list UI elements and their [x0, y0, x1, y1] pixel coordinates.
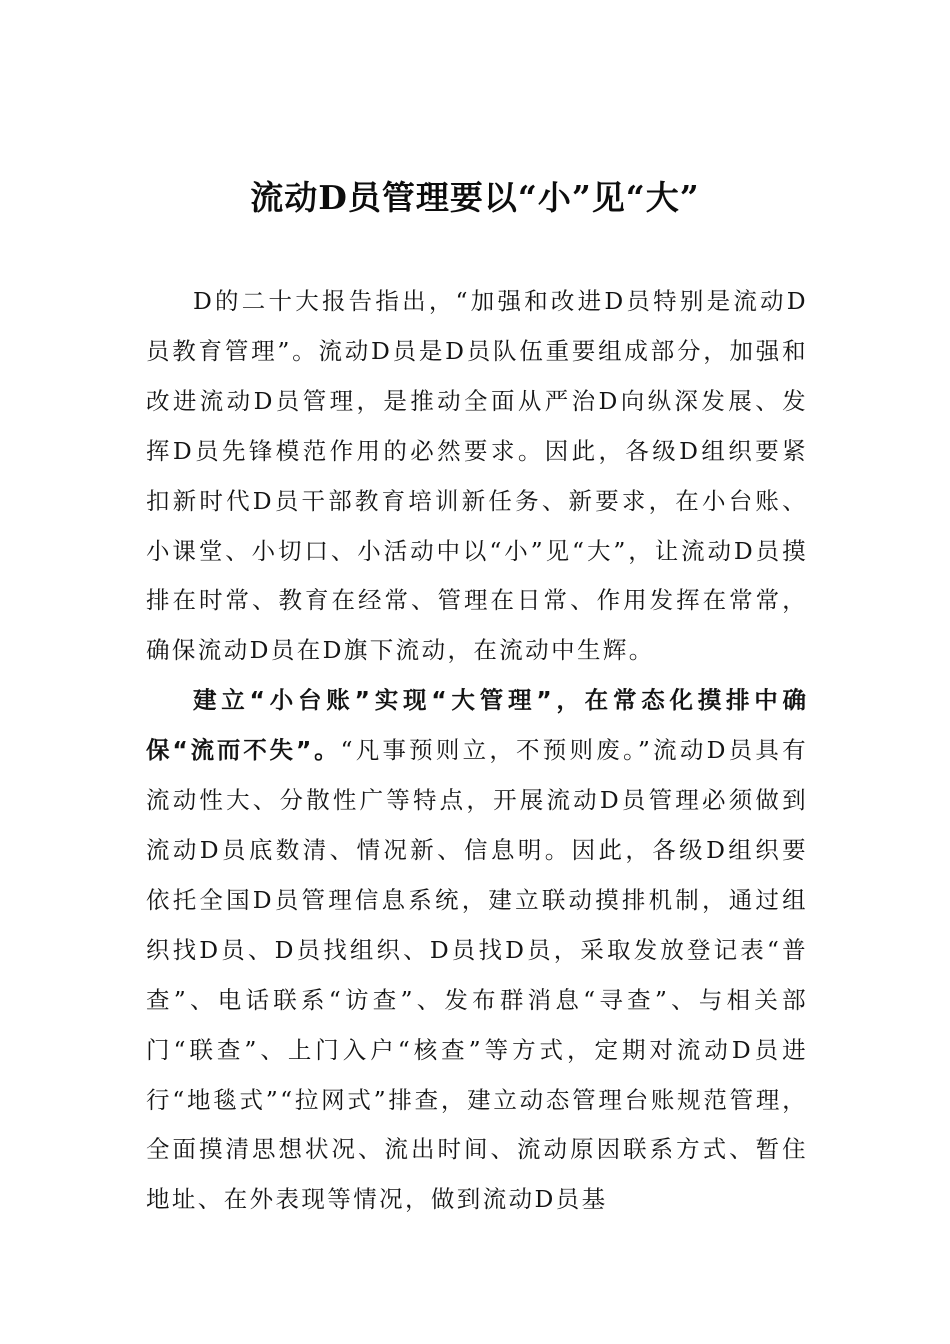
document-title: 流动D员管理要以“小”见“大”	[250, 178, 700, 217]
document-body	[146, 277, 808, 1225]
paragraph-small-ledger	[146, 676, 808, 1225]
paragraph-intro	[146, 277, 808, 676]
paragraph-intro-text: D的二十大报告指出，“加强和改进D员特别是流动D员教育管理”。流动D员是D员队伍重要组成部分，加强和改进流动D员管理，是推动全面从严治D向纵深发展、发挥D员先锋模范作用的必然要求。因此，各级D组织要紧扣新时代D员干部教育培训新任务、新要求，在小台账、小课堂、小切口、小活动中以“小”见“大”，让流动D员摸排在时常、教育在经常、管理在日常、作用发挥在常常，确保流动D员在D旗下流动，在流动中生辉。	[146, 287, 808, 665]
paragraph-lead-heading: 建立“小台账”实现“大管理”，在常态化摸排中确保“流而不失”。	[146, 686, 808, 765]
paragraph-small-ledger-text: “凡事预则立，不预则废。”流动D员具有流动性大、分散性广等特点，开展流动D员管理必须做到流动D员底数清、情况新、信息明。因此，各级D组织要依托全国D员管理信息系统，建立联动摸排机制，通过组织找D员、D员找组织、D员找D员，采取发放登记表“普查”、电话联系“访查”、发布群消息“寻查”、与相关部门“联查”、上门入户“核查”等方式，定期对流动D员进行“地毯式”“拉网式”排查，建立动态管理台账规范管理，全面摸清思想状况、流出时间、流动原因联系方式、暂住地址、在外表现等情况，做到流动D员基	[146, 736, 809, 1214]
